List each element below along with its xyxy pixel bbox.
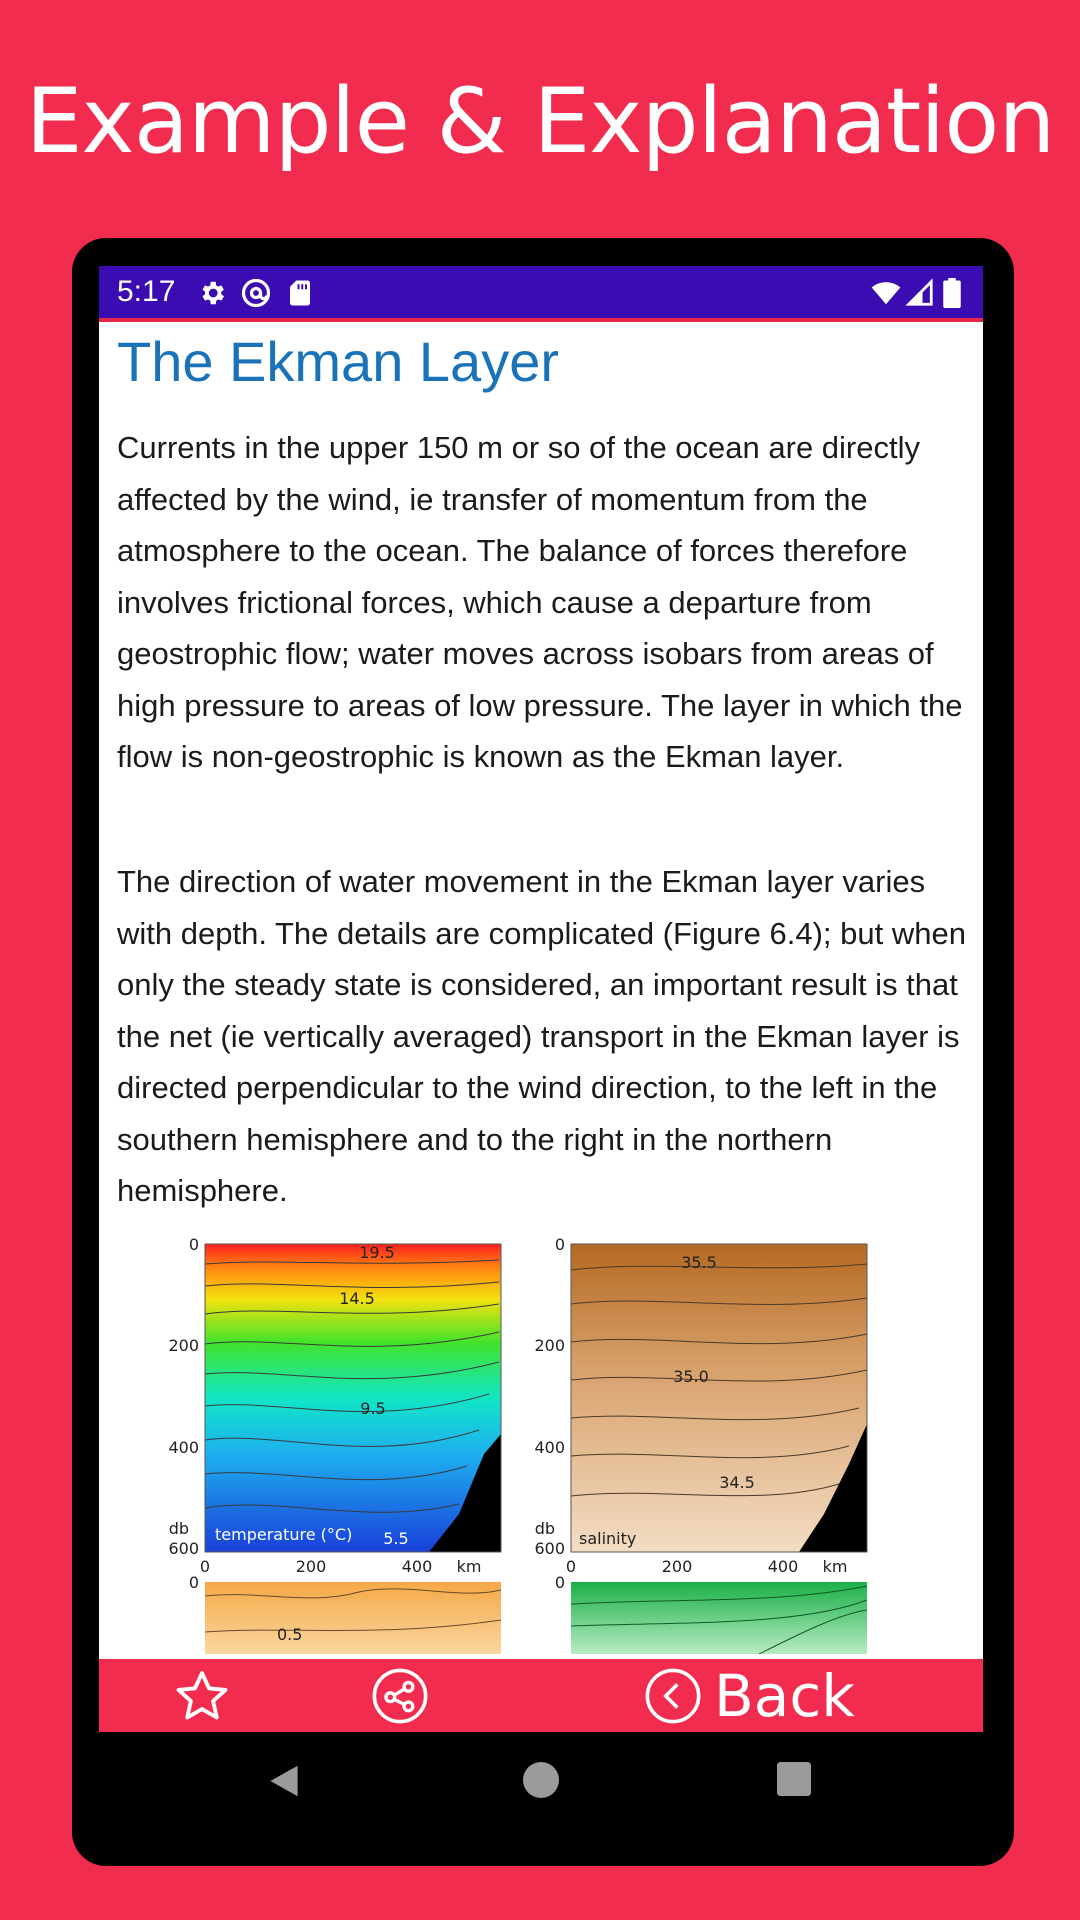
system-nav-bar: [99, 1732, 983, 1832]
x-tick-400: 400: [401, 1557, 433, 1576]
x-unit-right: km: [822, 1557, 848, 1576]
y-tick-400-right: 400: [534, 1438, 565, 1457]
favorite-star-button[interactable]: [173, 1667, 231, 1725]
y-tick-0-lower-right: 0: [554, 1573, 565, 1592]
y-tick-400: 400: [168, 1438, 199, 1457]
temp-contour-9-5: 9.5: [360, 1399, 386, 1418]
y-tick-0-lower: 0: [188, 1573, 199, 1592]
temp-contour-19-5: 19.5: [359, 1243, 395, 1262]
signal-icon: [905, 278, 935, 308]
x-tick-0-right: 0: [565, 1557, 577, 1576]
article-content[interactable]: [99, 322, 983, 1732]
sal-contour-35-5: 35.5: [681, 1253, 717, 1272]
gear-icon: [197, 278, 227, 308]
at-sign-icon: [241, 278, 271, 308]
back-button[interactable]: [644, 1662, 944, 1730]
y-tick-600-right: 600: [534, 1539, 565, 1558]
x-tick-400-right: 400: [767, 1557, 799, 1576]
y-tick-0-right: 0: [554, 1235, 565, 1254]
article-title: The Ekman Layer: [117, 330, 559, 393]
temperature-label: temperature (°C): [215, 1525, 353, 1544]
battery-icon: [941, 278, 963, 308]
temp-contour-14-5: 14.5: [339, 1289, 375, 1308]
y-tick-200: 200: [168, 1336, 199, 1355]
bottom-action-bar: [99, 1659, 983, 1732]
hero-title: Example & Explanation: [25, 69, 1055, 174]
y-unit: db: [168, 1519, 189, 1538]
nav-recents-button[interactable]: [777, 1762, 811, 1796]
status-time: 5:17: [117, 275, 176, 308]
paragraph-2: The direction of water movement in the Ekman layer varies with depth. The details are complicated (Figure 6.4); but when only the steady state is considered, an important result is that the net (ie vertically averaged) transport in the Ekman layer is directed perpendicular to the wind direction, to the left in the southern hemisphere and to the right in the northern hemisphere.: [117, 864, 966, 1208]
oceanography-figure: [159, 1234, 919, 1654]
status-bar: [99, 266, 983, 322]
sd-card-icon: [285, 278, 315, 308]
nav-back-button[interactable]: [267, 1762, 301, 1800]
salinity-label: salinity: [579, 1529, 637, 1548]
y-tick-200-right: 200: [534, 1336, 565, 1355]
share-button[interactable]: [371, 1667, 429, 1725]
chevron-left-circle-icon: [644, 1667, 702, 1725]
nav-home-button[interactable]: [523, 1762, 559, 1798]
salinity-panel: [571, 1244, 867, 1552]
lower-left-contour: 0.5: [277, 1625, 303, 1644]
sal-contour-35-0: 35.0: [673, 1367, 709, 1386]
wifi-icon: [869, 278, 903, 308]
back-label: Back: [714, 1662, 855, 1730]
sal-contour-34-5: 34.5: [719, 1473, 755, 1492]
paragraph-1: Currents in the upper 150 m or so of the ocean are directly affected by the wind, ie transfer of momentum from the atmosphere to the ocean. The balance of forces therefore involves frictional forces, which cause a departure from geostrophic flow; water moves across isobars from areas of high pressure to areas of low pressure. The layer in which the flow is non-geostrophic is known as the Ekman layer.: [117, 430, 963, 774]
temp-contour-5-5: 5.5: [383, 1529, 409, 1548]
phone-screen: [99, 266, 983, 1732]
y-unit-right: db: [534, 1519, 555, 1538]
y-tick-600: 600: [168, 1539, 199, 1558]
x-unit: km: [456, 1557, 482, 1576]
y-tick-0: 0: [188, 1235, 199, 1254]
x-tick-0: 0: [199, 1557, 211, 1576]
x-tick-200: 200: [295, 1557, 327, 1576]
x-tick-200-right: 200: [661, 1557, 693, 1576]
